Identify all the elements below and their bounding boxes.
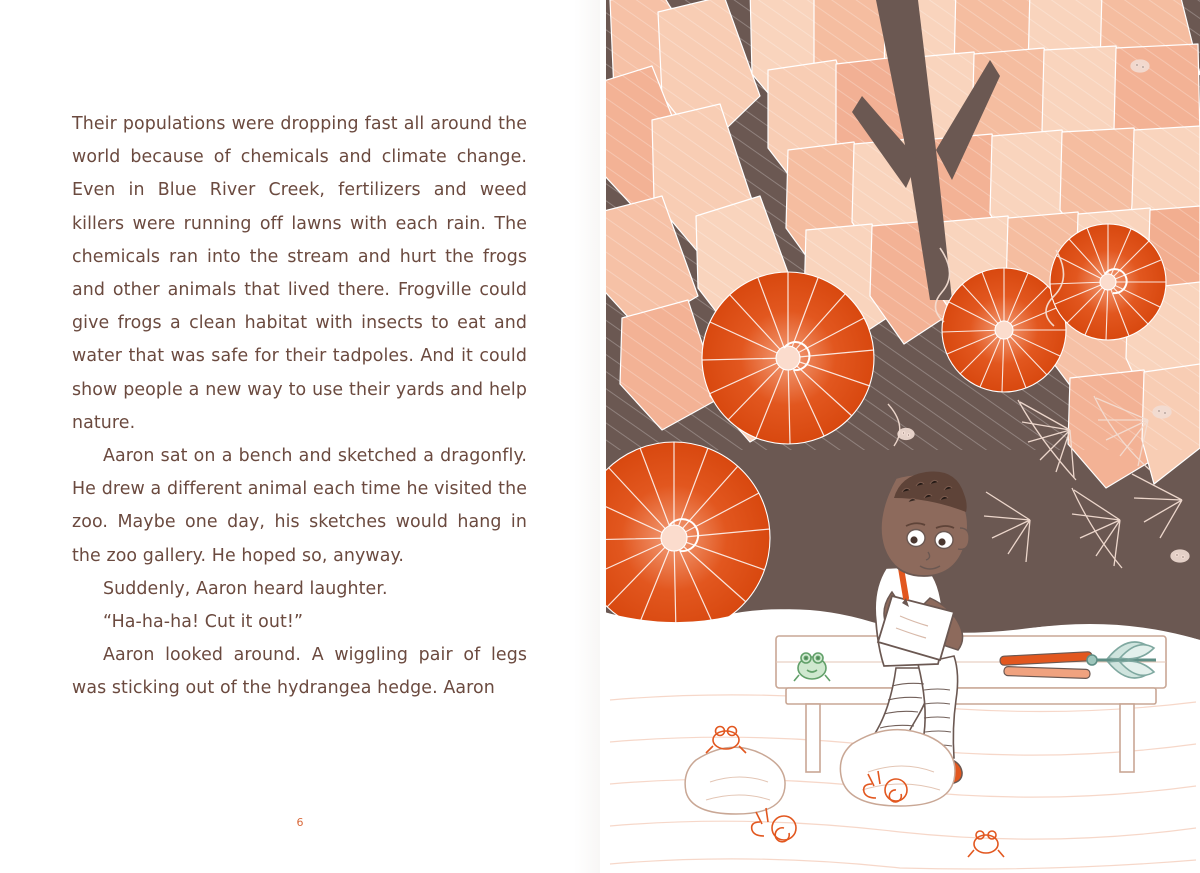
gutter-shadow — [574, 0, 600, 873]
body-text-column — [72, 108, 527, 706]
illustration-boy-sketching-on-bench-under-hydrangeas — [600, 0, 1200, 873]
page-number: 6 — [296, 816, 304, 829]
paragraph: Suddenly, Aaron heard laughter. — [103, 578, 388, 599]
paragraph: Their populations were dropping fast all around the world because of chemicals and climate change. Even in Blue River Creek, fertilizers and weed killers were running off lawns with each rain. The chemicals ran into the stream and hurt the frogs and other animals that lived there. Frogville could give frogs a clean habitat with insects to eat and water that was safe for their tadpoles. And it could show people a new way to use their yards and help nature. — [72, 114, 527, 433]
paragraph: Aaron sat on a bench and sketched a dragonfly. He drew a different animal each time he visited the zoo. Maybe one day, his sketches would hang in the zoo gallery. He hoped so, anyway. — [72, 446, 527, 566]
paragraph: Aaron looked around. A wiggling pair of legs was sticking out of the hydrangea hedge. Aaron — [72, 645, 527, 699]
boy-head — [881, 471, 969, 576]
paragraph: “Ha-ha-ha! Cut it out!” — [103, 612, 304, 633]
right-page — [600, 0, 1200, 873]
